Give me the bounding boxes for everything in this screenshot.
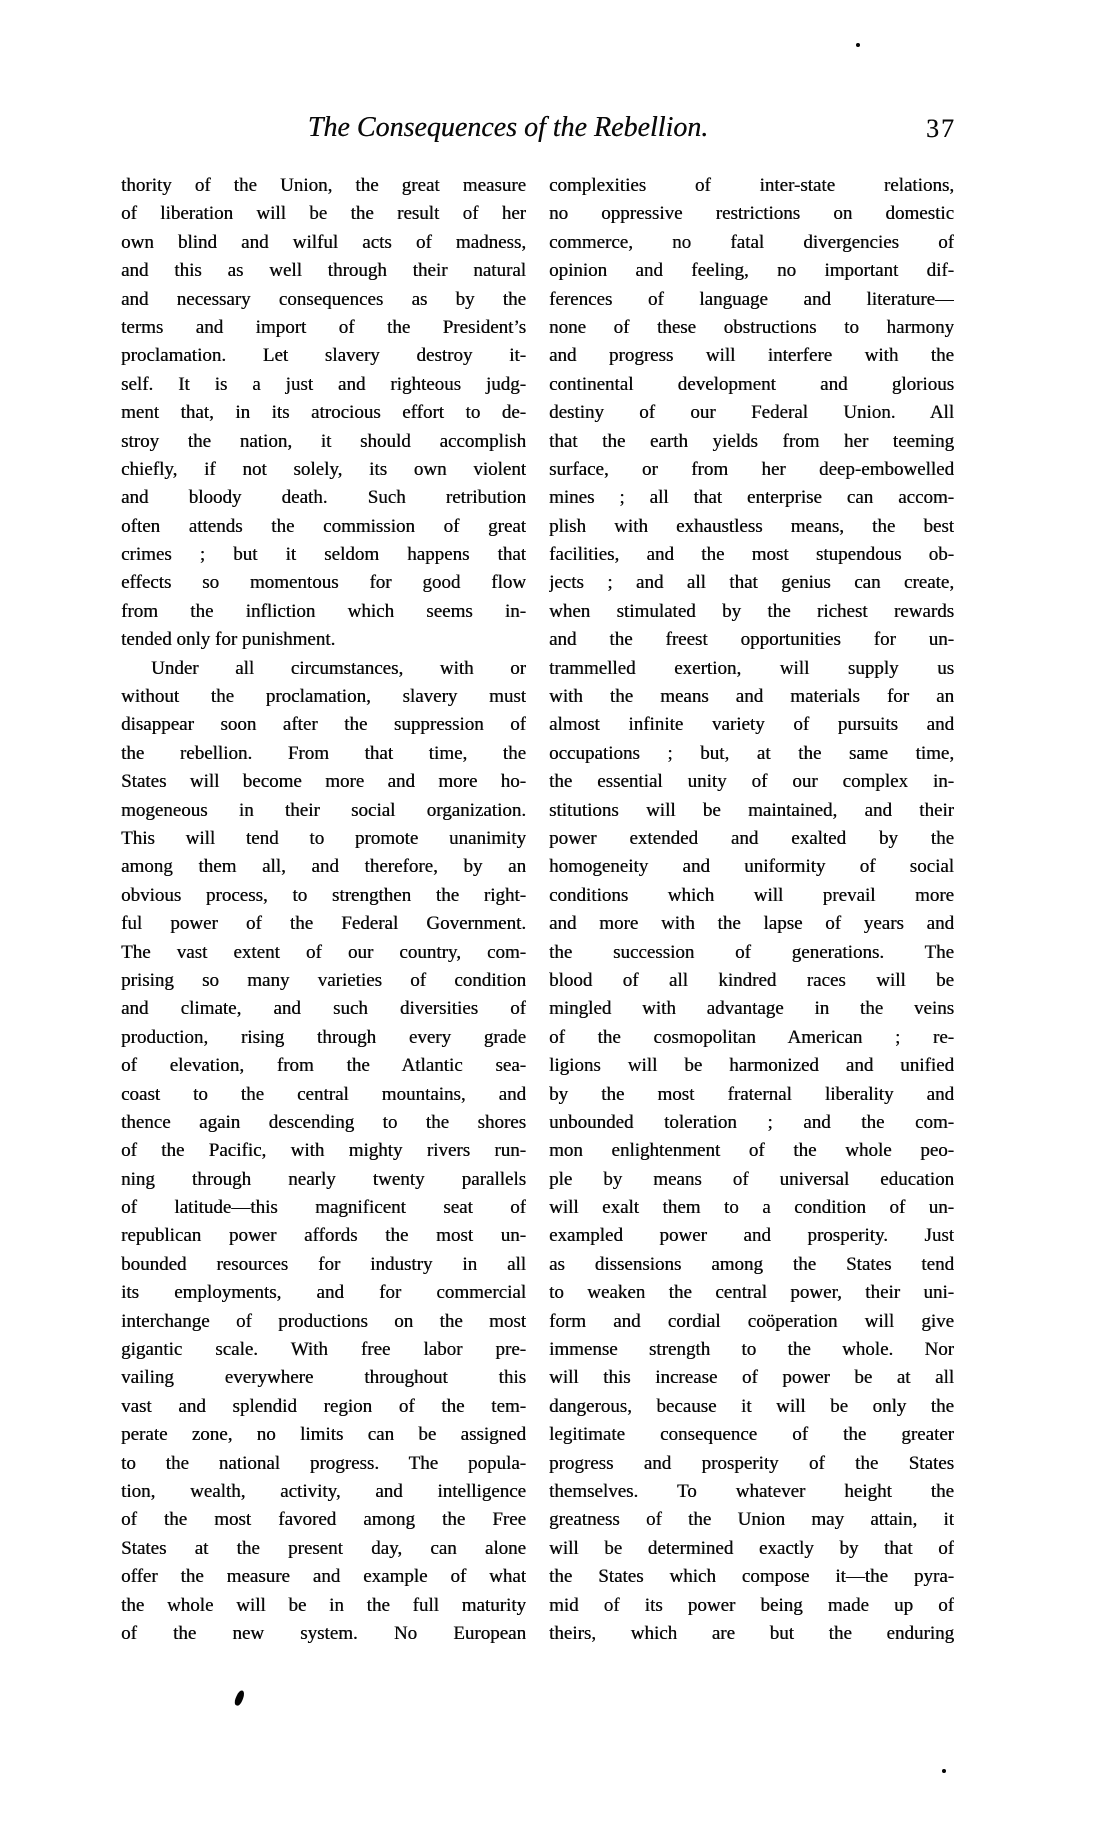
text-line: that the earth yields from her teeming xyxy=(549,430,954,452)
text-line: of the new system. No European xyxy=(121,1622,526,1644)
text-line: of latitude—this magnificent seat of xyxy=(121,1197,526,1219)
right-column xyxy=(549,172,954,1648)
text-line: tion, wealth, activity, and intelligence xyxy=(121,1480,526,1502)
text-line: republican power affords the most un- xyxy=(121,1225,526,1247)
text-line: ligions will be harmonized and unified xyxy=(549,1055,954,1077)
text-line: exampled power and prosperity. Just xyxy=(549,1225,954,1247)
text-line: self. It is a just and righteous judg- xyxy=(121,373,526,395)
text-line: and the freest opportunities for un- xyxy=(549,629,954,651)
text-line: ple by means of universal education xyxy=(549,1168,954,1190)
text-line: none of these obstructions to harmony xyxy=(549,316,954,338)
text-line: blood of all kindred races will be xyxy=(549,969,954,991)
speck-mark xyxy=(942,1769,946,1773)
text-line: ful power of the Federal Government. xyxy=(121,913,526,935)
text-line: power extended and exalted by the xyxy=(549,827,954,849)
text-line: surface, or from her deep-embowelled xyxy=(549,458,954,480)
text-line: of the Pacific, with mighty rivers run- xyxy=(121,1140,526,1162)
text-line: This will tend to promote unanimity xyxy=(121,827,526,849)
text-line: and more with the lapse of years and xyxy=(549,913,954,935)
ink-blot-mark xyxy=(233,1689,245,1706)
text-line: continental development and glorious xyxy=(549,373,954,395)
text-line: as dissensions among the States tend xyxy=(549,1253,954,1275)
text-line: mid of its power being made up of xyxy=(549,1594,954,1616)
text-line: thence again descending to the shores xyxy=(121,1111,526,1133)
text-line: when stimulated by the richest rewards xyxy=(549,600,954,622)
text-line: vailing everywhere throughout this xyxy=(121,1367,526,1389)
text-line: opinion and feeling, no important dif- xyxy=(549,260,954,282)
text-line: jects ; and all that genius can create, xyxy=(549,572,954,594)
text-line: and bloody death. Such retribution xyxy=(121,487,526,509)
text-line: interchange of productions on the most xyxy=(121,1310,526,1332)
text-line: to the national progress. The popula- xyxy=(121,1452,526,1474)
text-line: stroy the nation, it should accomplish xyxy=(121,430,526,452)
text-line: will exalt them to a condition of un- xyxy=(549,1197,954,1219)
text-line: by the most fraternal liberality and xyxy=(549,1083,954,1105)
text-line: proclamation. Let slavery destroy it- xyxy=(121,345,526,367)
text-line: and progress will interfere with the xyxy=(549,345,954,367)
text-line: vast and splendid region of the tem- xyxy=(121,1395,526,1417)
text-line: progress and prosperity of the States xyxy=(549,1452,954,1474)
text-line: of elevation, from the Atlantic sea- xyxy=(121,1055,526,1077)
text-line: and this as well through their natural xyxy=(121,260,526,282)
text-line: chiefly, if not solely, its own violent xyxy=(121,458,526,480)
text-line: obvious process, to strengthen the right- xyxy=(121,884,526,906)
text-line: themselves. To whatever height the xyxy=(549,1480,954,1502)
text-line: immense strength to the whole. Nor xyxy=(549,1339,954,1361)
text-line: own blind and wilful acts of madness, xyxy=(121,231,526,253)
text-line: commerce, no fatal divergencies of xyxy=(549,231,954,253)
text-line: the succession of generations. The xyxy=(549,941,954,963)
text-line: coast to the central mountains, and xyxy=(121,1083,526,1105)
text-line: bounded resources for industry in all xyxy=(121,1253,526,1275)
text-line: States at the present day, can alone xyxy=(121,1537,526,1559)
text-line: thority of the Union, the great measure xyxy=(121,175,526,196)
text-line: and necessary consequences as by the xyxy=(121,288,526,310)
text-line: States will become more and more ho- xyxy=(121,771,526,793)
text-line: mines ; all that enterprise can accom- xyxy=(549,487,954,509)
text-line: gigantic scale. With free labor pre- xyxy=(121,1339,526,1361)
running-head xyxy=(120,112,956,152)
text-line: among them all, and therefore, by an xyxy=(121,856,526,878)
text-line: greatness of the Union may attain, it xyxy=(549,1509,954,1531)
text-line: ning through nearly twenty parallels xyxy=(121,1168,526,1190)
text-line: dangerous, because it will be only the xyxy=(549,1395,954,1417)
text-line: occupations ; but, at the same time, xyxy=(549,742,954,764)
text-line: homogeneity and uniformity of social xyxy=(549,856,954,878)
text-line: conditions which will prevail more xyxy=(549,884,954,906)
text-line: its employments, and for commercial xyxy=(121,1282,526,1304)
page-number: 37 xyxy=(926,114,956,143)
speck-mark xyxy=(856,43,860,47)
text-line: of the most favored among the Free xyxy=(121,1509,526,1531)
text-line: mogeneous in their social organization. xyxy=(121,799,526,821)
text-line: mingled with advantage in the veins xyxy=(549,998,954,1020)
text-line: facilities, and the most stupendous ob- xyxy=(549,544,954,566)
text-line: ferences of language and literature— xyxy=(549,288,954,310)
text-line: no oppressive restrictions on domestic xyxy=(549,203,954,225)
text-line: The vast extent of our country, com- xyxy=(121,941,526,963)
text-line: the essential unity of our complex in- xyxy=(549,771,954,793)
text-line: ment that, in its atrocious effort to de- xyxy=(121,402,526,424)
text-line: stitutions will be maintained, and their xyxy=(549,799,954,821)
text-line: unbounded toleration ; and the com- xyxy=(549,1111,954,1133)
text-line: disappear soon after the suppression of xyxy=(121,714,526,736)
text-line: complexities of inter-state relations, xyxy=(549,175,954,196)
text-line: to weaken the central power, their uni- xyxy=(549,1282,954,1304)
text-line: production, rising through every grade xyxy=(121,1026,526,1048)
text-line: prising so many varieties of condition xyxy=(121,969,526,991)
text-line: Under all circumstances, with or xyxy=(151,657,526,679)
text-line: with the means and materials for an xyxy=(549,686,954,708)
text-line: tended only for punishment. xyxy=(121,629,336,651)
text-line: offer the measure and example of what xyxy=(121,1566,526,1588)
text-line: the whole will be in the full maturity xyxy=(121,1594,526,1616)
text-line: the States which compose it—the pyra- xyxy=(549,1566,954,1588)
text-line: plish with exhaustless means, the best xyxy=(549,515,954,537)
text-line: trammelled exertion, will supply us xyxy=(549,657,954,679)
text-line: perate zone, no limits can be assigned xyxy=(121,1424,526,1446)
text-line: legitimate consequence of the greater xyxy=(549,1424,954,1446)
text-line: almost infinite variety of pursuits and xyxy=(549,714,954,736)
text-line: from the infliction which seems in- xyxy=(121,600,526,622)
text-line: will this increase of power be at all xyxy=(549,1367,954,1389)
text-line: without the proclamation, slavery must xyxy=(121,686,526,708)
text-line: of liberation will be the result of her xyxy=(121,203,526,225)
text-line: mon enlightenment of the whole peo- xyxy=(549,1140,954,1162)
page-title: The Consequences of the Rebellion. xyxy=(307,112,709,143)
text-line: effects so momentous for good flow xyxy=(121,572,526,594)
text-line: the rebellion. From that time, the xyxy=(121,742,526,764)
text-line: of the cosmopolitan American ; re- xyxy=(549,1026,954,1048)
text-line: and climate, and such diversities of xyxy=(121,998,526,1020)
text-line: destiny of our Federal Union. All xyxy=(549,402,954,424)
text-line: terms and import of the President’s xyxy=(121,316,526,338)
text-line: will be determined exactly by that of xyxy=(549,1537,954,1559)
text-line: form and cordial coöperation will give xyxy=(549,1310,954,1332)
left-column xyxy=(121,172,526,1648)
text-line: often attends the commission of great xyxy=(121,515,526,537)
text-line: crimes ; but it seldom happens that xyxy=(121,544,526,566)
text-line: theirs, which are but the enduring xyxy=(549,1622,954,1644)
